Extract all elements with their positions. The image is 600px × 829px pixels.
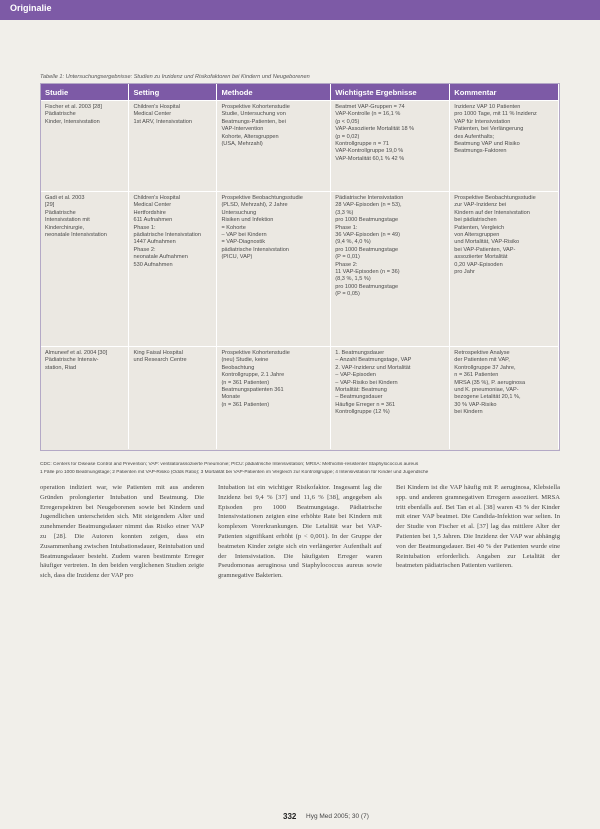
table-cell: Beatmet VAP-Gruppen = 74 VAP-Kontrolle (n = 16,1 % (p < 0,05) VAP-Assoziierte Mortalität 18 % (p = 0,02) Kontrollgruppe n = 71 VAP-Kontrollgruppe 19,0 % VAP-Mortalität 60,1 % 42 % <box>331 101 450 192</box>
column-header-results: Wichtigste Ergebnisse <box>331 84 450 101</box>
table-cell: Prospektive Beobachtungsstudie (PLSD, Mehrzahl), 2 Jahre Untersuchung Risiken und Infektion = Kohorte – VAP bei Kindern = VAP-Diagnostik pädiatrische Intensivstation (PICU, VAP) <box>217 192 331 347</box>
column-header-setting: Setting <box>129 84 217 101</box>
body-paragraph: Intubation ist ein wichtiger Risikofaktor. Insgesamt lag die Inzidenz bei 9,4 % [37] und 11,6 % [38], angegeben als Episoden pro 1000 Beatmungstage. Pädiatrische Intensivstationen zeigten eine erhöhte Rate bei Kindern mit komplexen Vorerkrankungen. Die Letalität war bei VAP-Patienten signifikant erhöht (p < 0,001). In der Gruppe der beatmeten Kinder zeigte sich ein verlängerter Aufenthalt auf der Intensivstation. Die häufigsten Erreger waren Pseudomonas aeruginosa und Staphylococcus aureus sowie gramnegative Bakterien. <box>218 484 382 580</box>
body-paragraph: Bei Kindern ist die VAP häufig mit P. aeruginosa, Klebsiella spp. und anderen gramnegativen Erregern assoziiert. MRSA tritt ebenfalls auf. Bei Tan et al. [38] waren 43 % der Kinder mit einer VAP beatmet. Die Candida-Infektion war selten. In der Studie von Fischer et al. [37] lag das mittlere Alter der Patienten bei 1,5 Jahren. Die Inzidenz der VAP war abhängig von der Beatmungsdauer. Bei 40 % der Patienten wurde eine Reintubation erforderlich. Angaben zur Letalität der beatmeten pädiatrischen Patienten variieren. <box>396 484 560 570</box>
table-cell: 1. Beatmungsdauer – Anzahl Beatmungstage, VAP 2. VAP-Inzidenz und Mortalität – VAP-Episoden – VAP-Risiko bei Kindern Mortalität: Beatmung – Beatmungsdauer Häufige Erreger n = 361 Kontrollgruppe (12 %) <box>331 347 450 450</box>
section-header-bar <box>0 0 600 20</box>
table-cell: Gadi et al. 2003 [29] Pädiatrische Intensivstation mit Kinderchirurgie, neonatale Intensivstation <box>41 192 129 347</box>
table-caption: Tabelle 1: Untersuchungsergebnisse: Studien zu Inzidenz und Risikofaktoren bei Kindern und Neugeborenen <box>40 74 310 80</box>
column-header-comment: Kommentar <box>450 84 559 101</box>
table-cell: Prospektive Kohortenstudie Studie, Untersuchung von Beatmungs-Patienten, bei VAP-Intervention Kohorte, Altersgruppen (USA, Mehrzahl) <box>217 101 331 192</box>
body-column-2 <box>218 483 382 799</box>
body-paragraph: operation indiziert war, wie Patienten mit aus anderen Gründen prolongierter Intubation und Beatmung. Die Erregerspektren bei Neugeborenen sowie bei Kindern und Jugendlichen unterscheiden sich. Mit steigendem Alter und zunehmender Beatmungsdauer nimmt das Risiko einer VAP zu [28]. Die Autoren konnten zeigen, dass ein Zusammenhang zwischen Intubationsdauer, Reintubation und Beatmungsdauer besteht. Zudem waren bestimmte Erreger häufiger vertreten. In den beiden verglichenen Studien zeigte sich, dass die Inzidenz der VAP pro <box>40 484 204 580</box>
table-cell: King Faisal Hospital und Research Centre <box>129 347 217 450</box>
journal-citation: Hyg Med 2005; 30 (7) <box>306 813 369 820</box>
column-header-study: Studie <box>41 84 129 101</box>
table-cell: Prospektive Beobachtungsstudie zur VAP-Inzidenz bei Kindern auf der Intensivstation bei pädiatrischen Patienten, Vergleich von Altersgruppen und Mortalität, VAP-Risiko bei VAP-Patienten, VAP- assoziierter Mortalität 0,20 VAP-Episoden pro Jahr <box>450 192 559 347</box>
table-row <box>41 347 559 450</box>
table-row <box>41 101 559 192</box>
table-cell: Inzidenz VAP 10 Patienten pro 1000 Tage, mit 11 % Inzidenz VAP für Intensivstation Patienten, bei Verlängerung des Aufenthalts; Beatmung VAP und Risiko Beatmungs-Faktoren <box>450 101 559 192</box>
table-cell: Prospektive Kohortenstudie (neu) Studie, keine Beobachtung Kontrollgruppe, 2.1 Jahre (n = 361 Patienten) Beatmungspatienten 361 Monate (n = 361 Patienten) <box>217 347 331 450</box>
study-table <box>40 83 560 451</box>
table-cell: Pädiatrische Intensivstation 28 VAP-Episoden (n = 53), (3,3 %) pro 1000 Beatmungstage Phase 1: 36 VAP-Episoden (n = 49) (9,4 %, 4,0 %) pro 1000 Beatmungstage (P = 0,01) Phase 2: 11 VAP-Episoden (n = 36) (8,3 %, 1,5 %) pro 1000 Beatmungstage (P = 0,05) <box>331 192 450 347</box>
table-cell: Almuneef et al. 2004 [30] Pädiatrische Intensiv- station, Riad <box>41 347 129 450</box>
column-header-method: Methode <box>217 84 331 101</box>
section-label: Originalie <box>10 3 52 13</box>
table-row <box>41 192 559 347</box>
table-footnotes <box>40 462 560 478</box>
results-table <box>41 84 559 449</box>
table-cell: Fischer et al. 2003 [28] Pädiatrische Kinder, Intensivstation <box>41 101 129 192</box>
body-column-3 <box>396 483 560 799</box>
table-cell: Children's Hospital Medical Center Hertfordshire 611 Aufnahmen Phase 1: pädiatrische Intensivstation 1447 Aufnahmen Phase 2: neonatale Aufnahmen 530 Aufnahmen <box>129 192 217 347</box>
table-header-row <box>41 84 559 101</box>
article-body <box>40 483 560 799</box>
table-cell: Children's Hospital Medical Center 1st ARV, Intensivstation <box>129 101 217 192</box>
body-column-1 <box>40 483 204 799</box>
page-number: 332 <box>283 812 297 821</box>
page-footer <box>0 812 600 826</box>
table-cell: Retrospektive Analyse der Patienten mit VAP, Kontrollgruppe 37 Jahre, n = 361 Patienten MRSA (35 %), P. aeruginosa und K. pneumoniae, VAP- bezogene Letalität 20,1 %, 30 % VAP-Risiko bei Kindern <box>450 347 559 450</box>
footnote-notes: 1 Fälle pro 1000 Beatmungstage; 2 Patienten mit VAP-Risiko (Odds Ratio); 3 Mortalität bei VAP-Patienten im Vergleich zur Kontrollgruppe; 4 Intensivstation für Kinder und Jugendliche <box>40 470 429 475</box>
footnote-abbreviations: CDC: Centers for Disease Control and Prevention; VAP: ventilatorassoziierte Pneumonie; PICU: pädiatrische Intensivstation; MRSA: Methicillin-resistenter Staphylococcus aureus <box>40 462 419 467</box>
